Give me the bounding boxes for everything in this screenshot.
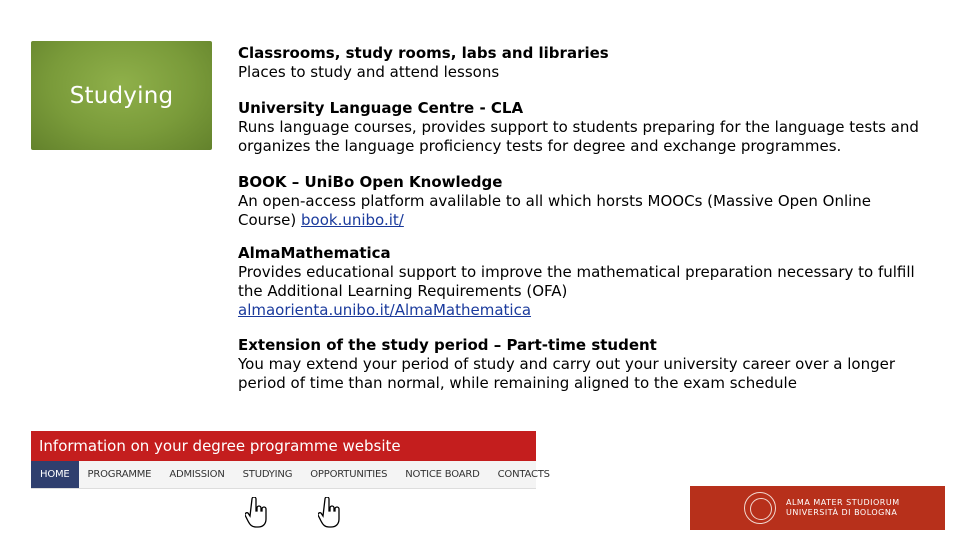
degree-website-banner: Information on your degree programme website [31,431,536,461]
section-label-box [31,41,212,150]
nav-item-home[interactable]: HOME [31,461,79,488]
university-name-line2: UNIVERSITÀ DI BOLOGNA [786,508,898,517]
info-item-part-time [238,336,928,393]
info-item-classrooms [238,44,609,82]
info-item-almamathematica [238,244,928,320]
nav-item-opportunities[interactable]: OPPORTUNITIES [310,469,388,480]
item-title: University Language Centre - CLA [238,99,524,117]
item-title: AlmaMathematica [238,244,391,262]
item-body: Runs language courses, provides support to students preparing for the language tests and organizes the language proficiency tests for degree and exchange programmes. [238,118,919,155]
info-item-cla [238,99,928,156]
university-name-line1: ALMA MATER STUDIORUM [786,498,900,507]
nav-item-studying[interactable]: STUDYING [242,469,293,480]
university-logo-banner [690,486,945,530]
item-title: Classrooms, study rooms, labs and libraries [238,44,609,62]
item-title: BOOK – UniBo Open Knowledge [238,173,503,191]
nav-item-contacts[interactable]: CONTACTS [497,469,550,480]
site-nav-bar [31,461,550,489]
university-seal-icon [744,492,776,524]
section-label: Studying [69,82,174,109]
item-body: Places to study and attend lessons [238,63,500,81]
nav-item-notice-board[interactable]: NOTICE BOARD [405,469,480,480]
item-body: You may extend your period of study and carry out your university career over a longer period of time than normal, while remaining aligned to the exam schedule [238,355,896,392]
university-name [786,498,900,518]
pointer-hand-icon [318,497,342,529]
info-item-book [238,173,928,230]
book-link[interactable]: book.unibo.it/ [301,211,404,229]
item-body-text: An open-access platform avalilable to all which horsts MOOCs (Massive Open Online Course) [238,192,872,229]
item-title: Extension of the study period – Part-time student [238,336,657,354]
item-body [238,192,928,230]
almamathematica-link[interactable]: almaorienta.unibo.it/AlmaMathematica [238,301,532,319]
nav-item-programme[interactable]: PROGRAMME [87,469,152,480]
pointer-hand-icon [245,497,269,529]
item-body: Provides educational support to improve the mathematical preparation necessary to fulfill the Additional Learning Requirements (OFA) [238,263,915,300]
nav-item-admission[interactable]: ADMISSION [169,469,225,480]
